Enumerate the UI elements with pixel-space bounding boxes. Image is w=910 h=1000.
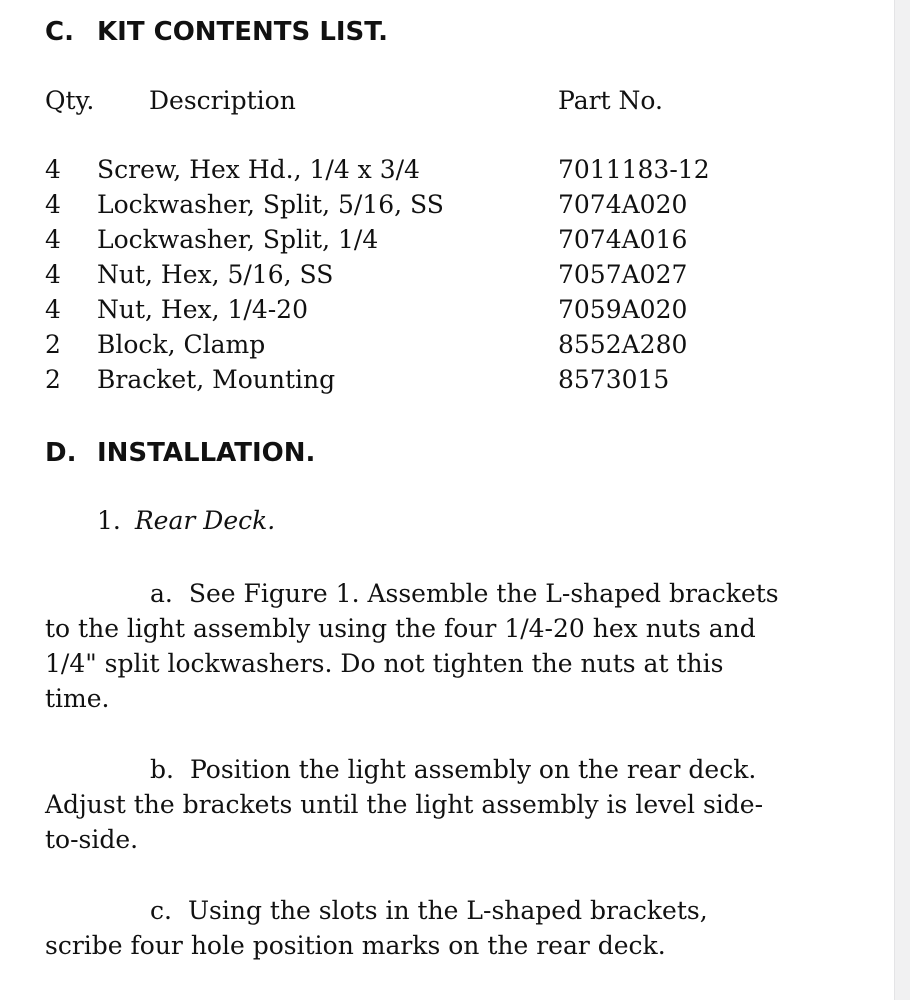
item-description: Screw, Hex Hd., 1/4 x 3/4 [97, 155, 420, 184]
scrollbar-track[interactable] [894, 0, 910, 1000]
item-description: Nut, Hex, 1/4-20 [97, 295, 308, 324]
section-c-title: KIT CONTENTS LIST. [97, 17, 388, 47]
paragraph-text: See Figure 1. Assemble the L-shaped brackets to the light assembly using the four 1/4-20 hex nuts and 1/4" split lockwashers. Do not tighten the nuts at this time. [45, 579, 779, 713]
step-number: 1. [97, 506, 121, 535]
paragraph-text: Using the slots in the L-shaped brackets, scribe four hole position marks on the rear deck. [45, 896, 708, 960]
item-description: Lockwasher, Split, 5/16, SS [97, 190, 444, 219]
section-d-heading [45, 438, 315, 468]
instruction-paragraph [45, 893, 785, 963]
paragraph-text: Position the light assembly on the rear deck. Adjust the brackets until the light assembly is level side-to-side. [45, 755, 764, 854]
table-row [0, 365, 894, 400]
item-part-no: 7074A016 [558, 225, 688, 254]
table-row [0, 155, 894, 190]
section-d-letter: D. [45, 438, 77, 468]
item-description: Block, Clamp [97, 330, 266, 359]
item-qty: 2 [45, 330, 61, 359]
paragraph-marker: b. [150, 755, 174, 784]
item-qty: 4 [45, 225, 61, 254]
section-c-heading [45, 17, 388, 47]
item-qty: 2 [45, 365, 61, 394]
qty-column-header: Qty. [45, 86, 95, 115]
section-c-letter: C. [45, 17, 74, 47]
item-qty: 4 [45, 260, 61, 289]
item-part-no: 7011183-12 [558, 155, 710, 184]
item-description: Lockwasher, Split, 1/4 [97, 225, 379, 254]
paragraph-marker: c. [150, 896, 172, 925]
step-heading [97, 506, 275, 535]
item-description: Bracket, Mounting [97, 365, 336, 394]
table-row [0, 260, 894, 295]
item-qty: 4 [45, 190, 61, 219]
item-part-no: 7074A020 [558, 190, 688, 219]
part-no-column-header: Part No. [558, 86, 663, 115]
instruction-paragraph [45, 576, 785, 716]
table-row [0, 295, 894, 330]
section-d-title: INSTALLATION. [97, 438, 316, 468]
description-column-header: Description [149, 86, 296, 115]
paragraph-marker: a. [150, 579, 173, 608]
table-row [0, 225, 894, 260]
item-part-no: 7057A027 [558, 260, 688, 289]
item-description: Nut, Hex, 5/16, SS [97, 260, 334, 289]
table-row [0, 190, 894, 225]
item-qty: 4 [45, 155, 61, 184]
item-part-no: 8573015 [558, 365, 670, 394]
item-qty: 4 [45, 295, 61, 324]
item-part-no: 8552A280 [558, 330, 688, 359]
table-row [0, 330, 894, 365]
step-title: Rear Deck. [134, 506, 276, 535]
instruction-paragraph [45, 752, 785, 857]
item-part-no: 7059A020 [558, 295, 688, 324]
